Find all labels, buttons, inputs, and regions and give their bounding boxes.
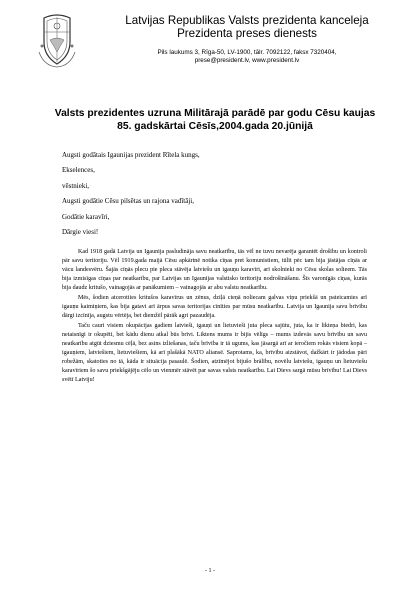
letterhead — [102, 14, 392, 65]
paragraph: Kad 1918 gadā Latvija un Igaunija pasludināja savu neatkarību, tās vēl ne tuvu nevarēja garantēt drošību un kontroli pār savu teritoriju. Vēl 1919.gada maijā Cēsu apkārtnē notika cīņas pret komunistiem, tūlīt pēc tam bija jāstājas cīņās ar vācu landesvēru. Šajās cīņās plecu pie pleca stāvēja latviešu un igauņu karavīri, arī skolnieki no Cēsu skolas solieem. Tās bija izmisīgas cīņas par neatkarību, par Latvijas un Igaunijas valstisko teritoriju nodrošināšanu. Šīs varonīgās cīņas, kurās bija daudz kritušo, vainagojās ar panākumiem – vainagojās ar abu valstu neatkarību. — [62, 249, 367, 291]
salutation-line: Augsti godātie Cēsu pilsētas un rajona vadītāji, — [62, 197, 195, 206]
organization-name: Latvijas Republikas Valsts prezidenta kanceleja — [125, 14, 369, 27]
paragraph: Mēs, šodien atcerotiies kritušos karavīrus un zēnus, dziļā cieņā noliecam galvas viņu priekšā un pateicamies arī igauņu kaimiņiem, kas bija gatavi arī ārpus savas teritorijas cīnīties par mūsu neatkarību. Latvija un Igaunija savu brīvību dārgi izcīnīja, augstu vērtēja, bet diemžēl pārāk agri pazaudēja. — [62, 295, 367, 319]
speech-title: Valsts prezidentes uzruna Militārajā parādē par godu Cēsu kaujas 85. gadskārtai Cēsīs,2004.gada 20.jūnijā — [54, 108, 376, 132]
postal-address: Pils laukums 3, Rīga-50, LV-1900, tālr. 7092122, faksx 7320404, — [157, 49, 337, 56]
coat-of-arms-icon — [36, 12, 78, 68]
salutation-line: Godātie karavīri, — [62, 212, 110, 221]
page-number: - 1 - — [205, 568, 215, 574]
salutations — [62, 148, 362, 240]
salutation-line: Ekselences, — [62, 166, 95, 175]
department-name: Prezidenta preses dienests — [177, 27, 317, 40]
salutation-line: vēstnieki, — [62, 181, 90, 190]
contact-email: prese@president.lv, www.president.lv — [194, 57, 300, 64]
salutation-line: Dārgie viesi! — [62, 228, 99, 237]
salutation-line: Augsti godātais Igaunijas prezident Rītela kungs, — [62, 151, 200, 159]
speech-body — [62, 248, 367, 386]
paragraph: Taču cauri visiem okupācijas gadiem latvieši, igauņi un lietuvieši juta pleca sajūtu, juta, ka ir likteņa biedri, kas netaisnīgi ir okupēti, bet kādu dienu atkal būs brīvi. Liktens mums ir bijis vēlīgs – mums izdevās savu brīvību un savu neatkarību atgūt dziesmu cēļā, bez asins izliešanas, taču brīvība ir tā ugums, kas jāsargā arī ar ieročiem rokās visiem kopā – igauņiem, latviešiem, lietuviešiem, kā arī plašākā NATO aliansē. Saprotams, ka, brīvību aizstāvot, dažkārt ir jādodas pāri robežām, skatoties no tā, kāda ir situācija pasaulē. Šodien, atzīmējot bijušo brālību, novēlu latviešu, igauņu un lietuviešu karavīriem šo savu priekšgājēju cēlo un vienmēr stāvēt par savas valsts neatkarību. Lai Dievs sargā mūsu brīvību! Lai Dievs svētī Latviju! — [62, 323, 367, 383]
